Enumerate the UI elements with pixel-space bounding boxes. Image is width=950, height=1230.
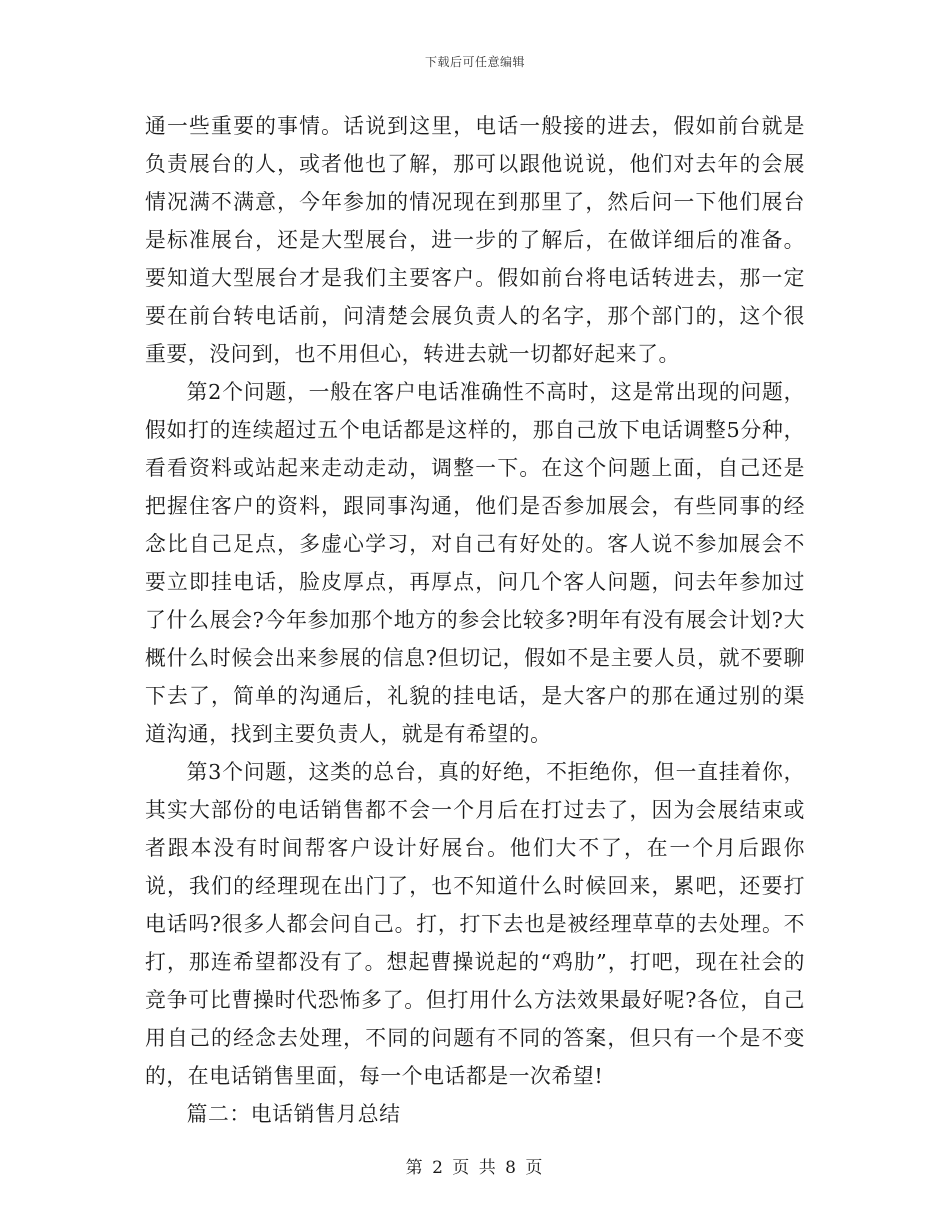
page-number-footer: 第 2 页 共 8 页 xyxy=(405,1158,545,1178)
paragraph-problem-2: 第2个问题，一般在客户电话准确性不高时，这是常出现的问题，假如打的连续超过五个电话都是这样的，那自己放下电话调整5分种，看看资料或站起来走动走动，调整一下。在这个问题上面，自己还是把握住客户的资料，跟同事沟通，他们是否参加展会，有些同事的经念比自己足点，多虚心学习，对自己有好处的。客人说不参加展会不要立即挂电话，脸皮厚点，再厚点，问几个客人问题，问去年参加过了什么展会?今年参加那个地方的参会比较多?明年有没有展会计划?大概什么时候会出来参展的信息?但切记，假如不是主要人员，就不要聊下去了，简单的沟通后，礼貌的挂电话，是大客户的那在通过别的渠道沟通，找到主要负责人，就是有希望的。 xyxy=(145,380,805,746)
section-heading: 篇二：电话销售月总结 xyxy=(186,1102,401,1126)
paragraph-problem-3: 第3个问题，这类的总台，真的好绝，不拒绝你，但一直挂着你，其实大部份的电话销售都不会一个月后在打过去了，因为会展结束或者跟本没有时间帮客户设计好展台。他们大不了，在一个月后跟你说，我们的经理现在出门了，也不知道什么时候回来，累吧，还要打电话吗?很多人都会问自己。打，打下去也是被经理草草的去处理。不打，那连希望都没有了。想起曹操说起的“鸡肋”，打吧，现在社会的竞争可比曹操时代恐怖多了。但打用什么方法效果最好呢?各位，自己用自己的经念去处理，不同的问题有不同的答案，但只有一个是不变的，在电话销售里面，每一个电话都是一次希望! xyxy=(145,760,805,1088)
paragraph-continuation: 通一些重要的事情。话说到这里，电话一般接的进去，假如前台就是负责展台的人，或者他也了解，那可以跟他说说，他们对去年的会展情况满不满意，今年参加的情况现在到那里了，然后问一下他们展台是标准展台，还是大型展台，进一步的了解后，在做详细后的准备。要知道大型展台才是我们主要客户。假如前台将电话转进去，那一定要在前台转电话前，问清楚会展负责人的名字，那个部门的，这个很重要，没问到，也不用但心，转进去就一切都好起来了。 xyxy=(145,114,805,366)
header-note: 下载后可任意编辑 xyxy=(424,55,525,69)
document-body xyxy=(145,107,805,1133)
